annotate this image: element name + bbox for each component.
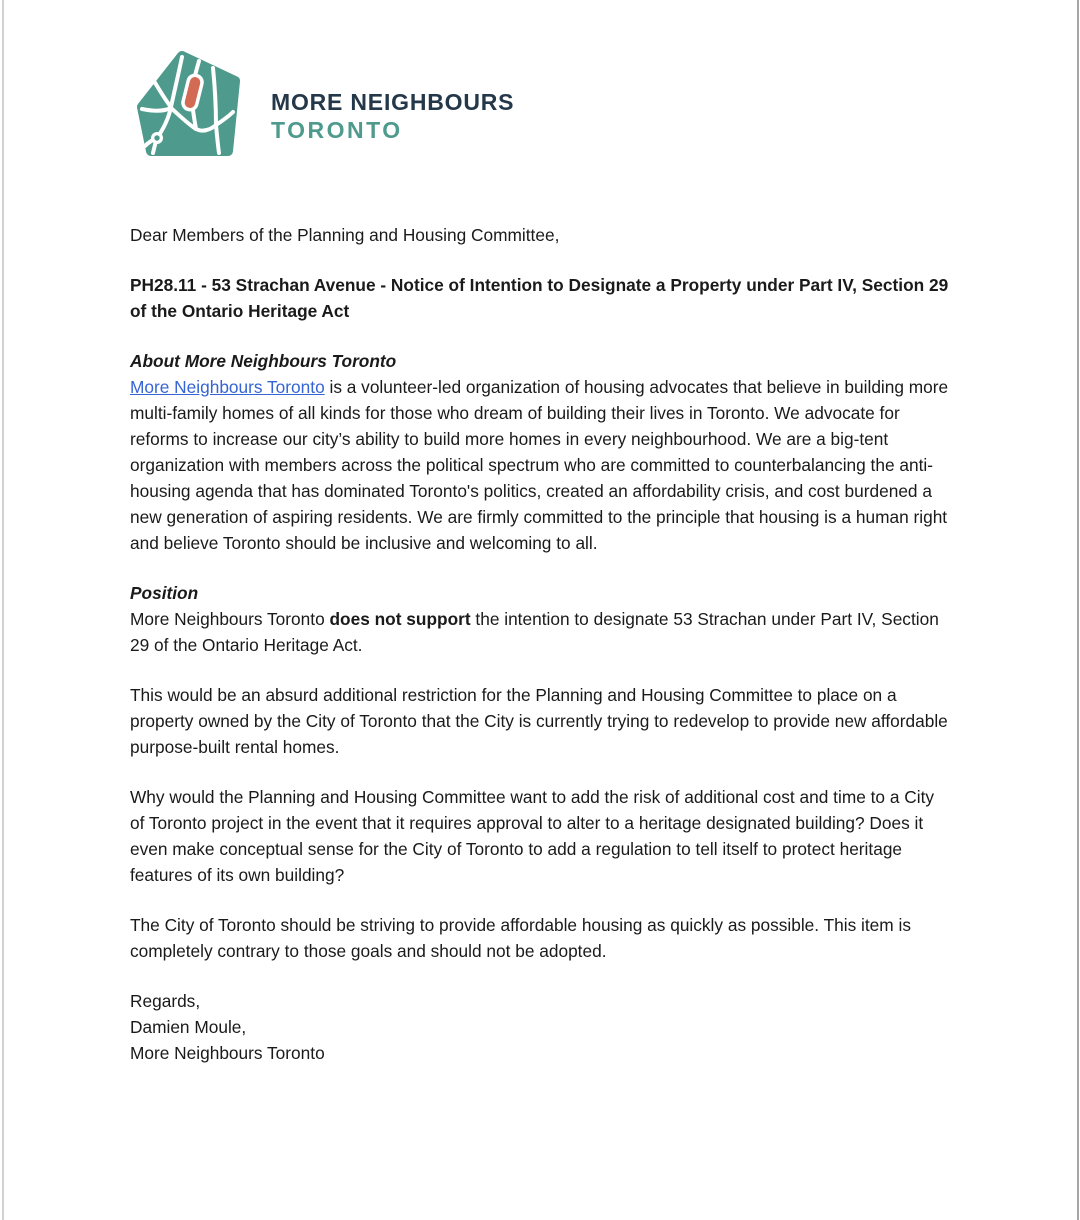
more-neighbours-link[interactable]: More Neighbours Toronto [130,377,325,397]
logo-map-house-icon [130,48,247,158]
subject-heading: PH28.11 - 53 Strachan Avenue - Notice of Intention to Designate a Property under Part IV, Section 29 of the Ontario Heritage Act [130,275,949,321]
page-edge-right [1077,0,1079,1220]
signature-name: Damien Moule, [130,1017,247,1037]
logo-wordmark [271,88,514,144]
position-heading: Position [130,583,199,603]
body-paragraph-goals: The City of Toronto should be striving to provide affordable housing as quickly as possible. This item is completely contrary to those goals and should not be adopted. [130,915,911,961]
logo-org-city: TORONTO [271,117,403,143]
logo-org-name: MORE NEIGHBOURS [271,89,515,115]
position-text-start: More Neighbours Toronto [130,609,330,629]
about-paragraph [130,374,950,556]
org-logo [130,48,950,158]
body-paragraph-restriction: This would be an absurd additional restriction for the Planning and Housing Committee to place on a property owned by the City of Toronto that the City is currently trying to redevelop to provide new affordable purpose-built rental homes. [130,685,948,757]
signature-org: More Neighbours Toronto [130,1043,325,1063]
position-text-end: the intention to designate 53 Strachan under Part IV, Section 29 of the Ontario Heritage Act. [130,609,939,655]
about-paragraph-text: is a volunteer-led organization of housing advocates that believe in building more multi-family homes of all kinds for those who dream of building their lives in Toronto. We advocate for reforms to increase our city’s ability to build more homes in every neighbourhood. We are a big-tent organization with members across the political spectrum who are committed to counterbalancing the anti-housing agenda that has dominated Toronto's politics, created an affordability crisis, and cost burdened a new generation of aspiring residents. We are firmly committed to the principle that housing is a human right and believe Toronto should be inclusive and welcoming to all. [130,377,949,553]
about-heading: About More Neighbours Toronto [130,351,397,371]
position-paragraph [130,606,950,658]
salutation: Dear Members of the Planning and Housing Committee, [130,225,560,245]
page-edge-left [2,0,4,1220]
closing-block [130,988,950,1066]
body-paragraph-why: Why would the Planning and Housing Committee want to add the risk of additional cost and time to a City of Toronto project in the event that it requires approval to alter to a heritage designated building? Does it even make conceptual sense for the City of Toronto to add a regulation to tell itself to protect heritage features of its own building? [130,787,935,885]
letter-body [130,222,950,1066]
closing-regards: Regards, [130,991,201,1011]
position-text-bold: does not support [329,609,471,629]
